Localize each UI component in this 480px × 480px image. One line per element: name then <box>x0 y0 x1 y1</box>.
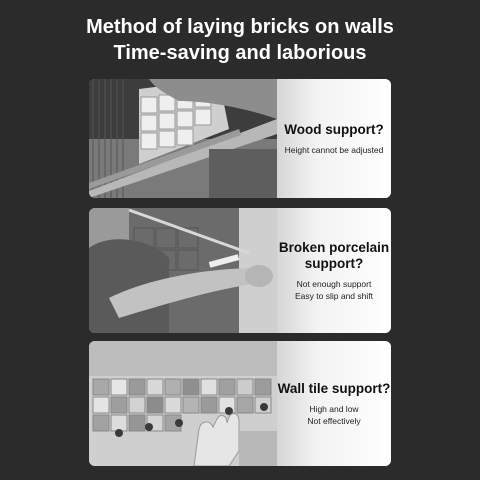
wall-tile-photo <box>89 341 277 466</box>
broken-porcelain-photo <box>89 208 277 333</box>
panel-note: Easy to slip and shift <box>295 290 373 301</box>
panel-heading <box>279 240 389 272</box>
panel-note: Height cannot be adjusted <box>284 144 384 155</box>
panel-heading: Wall tile support? <box>277 380 391 396</box>
wall-tile-text <box>277 341 391 466</box>
panel-broken-porcelain-support <box>89 208 391 333</box>
wood-support-text <box>277 79 391 198</box>
panel-wall-tile-support <box>89 341 391 466</box>
panel-note: Not enough support <box>296 278 372 289</box>
wood-support-photo <box>89 79 277 198</box>
panel-heading-line1: Broken porcelain <box>278 239 390 255</box>
panel-heading-line2: support? <box>304 255 364 271</box>
panel-wood-support <box>89 79 391 198</box>
broken-porcelain-text <box>277 208 391 333</box>
page-subtitle: Time-saving and laborious <box>113 42 367 64</box>
panel-note: Not effectively <box>307 415 361 426</box>
panel-heading: Wood support? <box>284 121 384 137</box>
page-title: Method of laying bricks on walls <box>86 16 394 38</box>
panel-note: High and low <box>309 403 359 414</box>
